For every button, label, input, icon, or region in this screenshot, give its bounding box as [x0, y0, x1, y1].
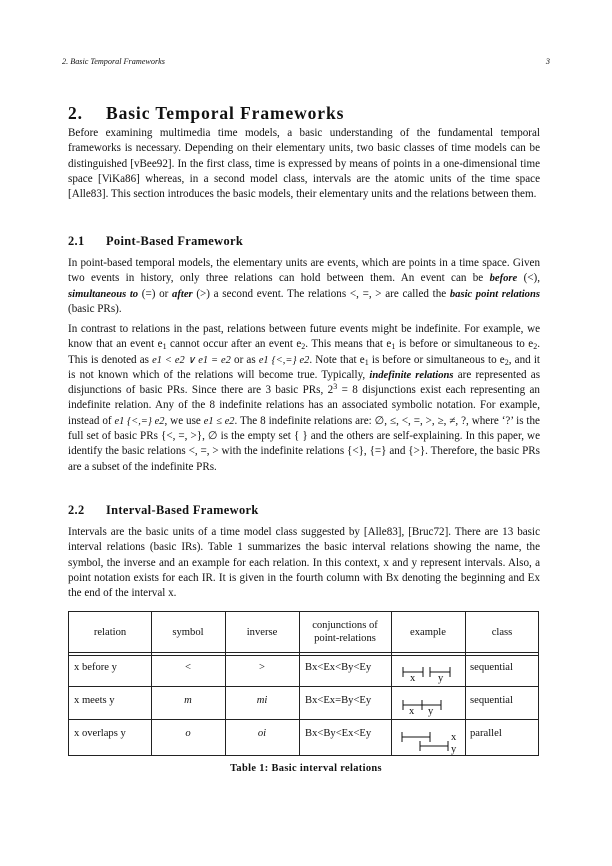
cell-relation: x meets y	[74, 695, 115, 706]
text-run: is before or simultaneous to e	[395, 338, 534, 351]
cell-inverse: oi	[257, 728, 267, 739]
diagram-label-x: x	[451, 732, 457, 743]
math-expression: e1 {<,=} e2	[258, 354, 310, 366]
text-run: In contrast to relations in the past, relations between future events might be indefinite. For example, we know that an event e	[68, 323, 540, 351]
cell-points: Bx<By<Ex<Ey	[305, 728, 372, 739]
text-run: cannot occur after an event e	[166, 338, 302, 351]
header-rule	[69, 655, 538, 656]
text-run: (basic PRs).	[68, 302, 122, 315]
text-run: (>) a second event. The relations <, =, > are called the	[192, 287, 450, 300]
math-expression: e1 {<,=} e2	[114, 415, 165, 427]
header-symbol: symbol	[172, 626, 204, 638]
text-run: , we use	[164, 414, 204, 427]
text-run: . Note that e	[309, 353, 365, 366]
text-run: = 8 disjunctions exist each representing an indefinite relation. Any of the 8 indefinite relations has an associated symbolic notation. For example, instead of	[68, 384, 540, 427]
subsection-title: Interval-Based Framework	[106, 503, 259, 517]
header-rule	[69, 652, 538, 653]
diagram-label-y: y	[428, 706, 434, 717]
cell-inverse: mi	[256, 695, 268, 706]
interval-text: Intervals are the basic units of a time model class suggested by [Alle83], [Bruc72]. There are 13 basic interval relations (basic IRs). Table 1 summarizes the basic interval relations showing the name, the symbol, the inverse and an example for each relation. In this context, x and y represent intervals. Also, a point notation exists for each IR. It is given in the fourth column with Bx denoting the beginning and Ex the end of the interval x.	[68, 526, 540, 600]
diagram-label-x: x	[410, 673, 416, 684]
subsection-number: 2.2	[68, 503, 85, 517]
text-run: . The 8 indefinite relations are: ∅, ≤, <, =, >, ≥, ≠, ?, where ‘?’ is the full set of basic PRs {<, =, >}, ∅ is the empty set { } and the others are self-explaining. In this paper, we identify the basic relations <, =, > with the indefinite relations {<}, {=} and {>}. Therefore, the basic PRs are a subset of the indefinite PRs.	[68, 414, 540, 473]
math-expression: e1 < e2 ∨ e1 = e2	[152, 354, 231, 366]
cell-class: sequential	[470, 662, 513, 673]
diagram-label-y: y	[451, 744, 457, 755]
text-run: . This is denoted as	[68, 338, 540, 366]
header-conjunctions-line1: conjunctions of	[312, 620, 378, 631]
cell-points: Bx<Ex<By<Ey	[305, 662, 372, 673]
cell-symbol: <	[185, 662, 191, 673]
header-example: example	[410, 626, 446, 638]
page-number: 3	[545, 57, 550, 66]
point-paragraph-1	[68, 256, 540, 317]
header-class: class	[491, 626, 513, 638]
point-paragraph-2	[68, 322, 540, 475]
cell-points: Bx<Ex=By<Ey	[305, 695, 372, 706]
subsection-heading-interval	[68, 503, 259, 518]
interval-relations-table	[68, 611, 539, 756]
diagram-label-y: y	[438, 673, 444, 684]
text-run: are represented as disjunctions of basic PRs. Since there are 3 basic PRs, 2	[68, 368, 541, 397]
superscript: 3	[333, 382, 338, 392]
cell-class: parallel	[470, 728, 502, 739]
subsection-title: Point-Based Framework	[106, 234, 244, 248]
meets-diagram-icon	[402, 697, 462, 717]
subscript: 1	[391, 342, 396, 352]
text-run: , and it is not known which of the relations will become true. Typically,	[68, 353, 540, 381]
diagram-label-x: x	[409, 706, 415, 717]
subscript: 1	[364, 357, 369, 367]
text-run: (<),	[517, 272, 540, 285]
subscript: 2	[301, 342, 306, 352]
subscript: 1	[162, 342, 167, 352]
term-indefinite-relations: indefinite relations	[369, 369, 454, 381]
cell-class: sequential	[470, 695, 513, 706]
interval-paragraph	[68, 525, 540, 601]
term-basic-point-relations: basic point relations	[449, 288, 540, 300]
header-inverse: inverse	[246, 626, 278, 638]
header-relation: relation	[93, 626, 127, 638]
cell-symbol: m	[184, 695, 192, 706]
header-conjunctions-line2: point-relations	[314, 633, 376, 644]
subsection-number: 2.1	[68, 234, 85, 248]
row-divider	[69, 719, 538, 720]
text-run: . This means that e	[305, 338, 392, 351]
row-divider	[69, 686, 538, 687]
term-after: after	[172, 288, 193, 300]
term-before: before	[489, 273, 518, 285]
section-title: Basic Temporal Frameworks	[106, 103, 345, 123]
before-diagram-icon	[402, 664, 462, 684]
section-number: 2.	[68, 103, 83, 123]
cell-relation: x before y	[74, 662, 117, 673]
text-run: In point-based temporal models, the elementary units are events, which are points in a time space. Given two events in history, only three relations can hold between them. An event can be	[68, 257, 540, 285]
intro-text: Before examining multimedia time models, a basic understanding of the fundamental temporal frameworks is necessary. Depending on their elementary units, two basic classes of time models can be distinguished [vBee92]. In the first class, time is expressed by means of points in a one-dimensional time space [ViKa86] whereas, in a second model class, intervals are the atomic units of the time space [Alle83]. This section introduces the basic models, their elementary units and the relations between them.	[68, 127, 540, 201]
header-conjunctions	[299, 612, 391, 652]
text-run: or as	[230, 353, 259, 366]
cell-relation: x overlaps y	[74, 728, 126, 739]
subscript: 2	[504, 357, 509, 367]
subsection-heading-point	[68, 234, 243, 249]
text-run: is before or simultaneous to e	[368, 353, 505, 366]
table-caption: Table 1: Basic interval relations	[230, 763, 382, 774]
term-simultaneous: simultaneous to	[68, 288, 139, 300]
cell-inverse: >	[259, 662, 265, 673]
intro-paragraph	[68, 126, 540, 202]
text-run: (=) or	[138, 287, 173, 300]
cell-symbol: o	[185, 728, 191, 739]
subscript: 2	[533, 342, 538, 352]
math-expression: e1 ≤ e2	[203, 415, 235, 427]
running-head-title: 2. Basic Temporal Frameworks	[62, 57, 165, 66]
overlaps-diagram-icon	[401, 728, 463, 756]
section-heading	[68, 103, 344, 124]
